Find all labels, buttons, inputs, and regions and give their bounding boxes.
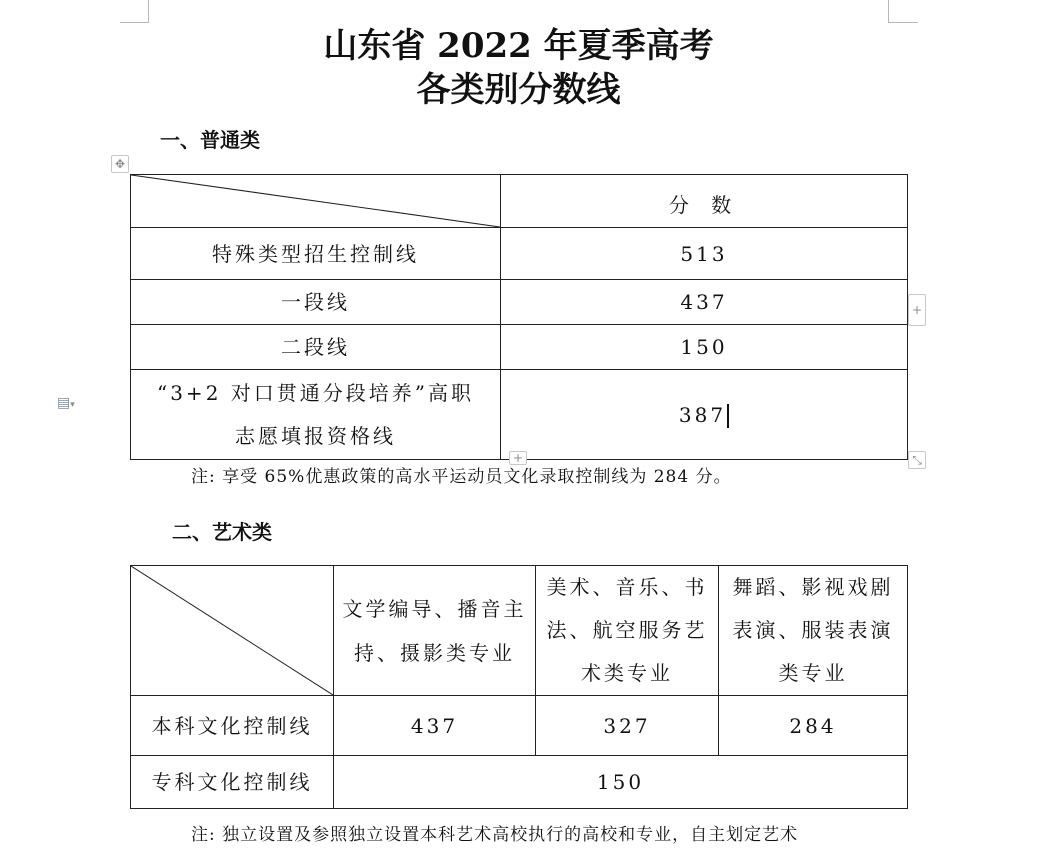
row-value: 284 <box>719 696 908 756</box>
title-line-1: 山东省 2022 年夏季高考 <box>323 26 714 66</box>
document-icon[interactable]: ▤▾ <box>57 395 75 411</box>
plus-icon[interactable]: + <box>908 294 926 326</box>
row-score: 513 <box>501 228 908 280</box>
column-header-line: 美术、音乐、书 <box>546 575 708 599</box>
section-heading-arts: 二、艺术类 <box>172 520 272 544</box>
row-value: 437 <box>334 696 536 756</box>
column-header <box>719 566 908 696</box>
arts-score-table <box>130 565 908 809</box>
table-row <box>131 228 908 280</box>
section-heading-general: 一、普通类 <box>160 128 260 152</box>
diagonal-header-cell <box>131 175 501 228</box>
text-cursor <box>727 404 729 428</box>
score-header: 分 数 <box>501 175 908 228</box>
general-score-table <box>130 174 908 460</box>
resize-icon[interactable]: ⤡ <box>908 451 926 469</box>
table-header-row <box>131 566 908 696</box>
row-label-line-2: 志愿填报资格线 <box>235 423 396 448</box>
diagonal-line <box>131 175 500 227</box>
column-header-line: 法、航空服务艺 <box>546 618 708 642</box>
column-header-line: 类专业 <box>778 661 848 685</box>
table-row <box>131 280 908 325</box>
row-label: 专科文化控制线 <box>131 756 334 809</box>
row-score-editing[interactable] <box>501 370 908 460</box>
document-title <box>0 24 1037 112</box>
arts-note: 注: 独立设置及参照独立设置本科艺术高校执行的高校和专业，自主划定艺术 <box>191 825 799 845</box>
row-label-multiline <box>131 370 501 460</box>
crop-mark-top-left-v <box>148 0 149 22</box>
column-header-line: 持、摄影类专业 <box>354 640 515 665</box>
crop-mark-top-left-h <box>120 22 149 23</box>
table-header-row <box>131 175 908 228</box>
row-value: 327 <box>536 696 719 756</box>
table-row <box>131 325 908 370</box>
row-label-line-1: “3+2 对口贯通分段培养”高职 <box>156 380 474 405</box>
column-header <box>334 566 536 696</box>
column-header-line: 文学编导、播音主 <box>342 596 527 621</box>
diagonal-header-cell <box>131 566 334 696</box>
column-header-line: 术类专业 <box>581 661 673 685</box>
column-header-line: 表演、服装表演 <box>732 618 894 642</box>
row-score: 150 <box>501 325 908 370</box>
row-score: 387 <box>678 402 727 427</box>
column-header <box>536 566 719 696</box>
table-row <box>131 756 908 809</box>
general-note: 注: 享受 65%优惠政策的高水平运动员文化录取控制线为 284 分。 <box>191 467 732 487</box>
table-row <box>131 696 908 756</box>
crop-mark-top-right-v <box>888 0 889 22</box>
row-value: 150 <box>334 756 908 809</box>
diagonal-line <box>131 566 333 695</box>
title-line-2: 各类别分数线 <box>416 70 621 110</box>
row-label: 特殊类型招生控制线 <box>131 228 501 280</box>
plus-icon[interactable]: + <box>509 451 527 465</box>
row-label: 一段线 <box>131 280 501 325</box>
row-score: 437 <box>501 280 908 325</box>
crop-mark-top-right-h <box>888 22 918 23</box>
row-label: 本科文化控制线 <box>131 696 334 756</box>
row-label: 二段线 <box>131 325 501 370</box>
table-row <box>131 370 908 460</box>
move-icon[interactable]: ✥ <box>111 155 129 173</box>
column-header-line: 舞蹈、影视戏剧 <box>732 575 894 599</box>
